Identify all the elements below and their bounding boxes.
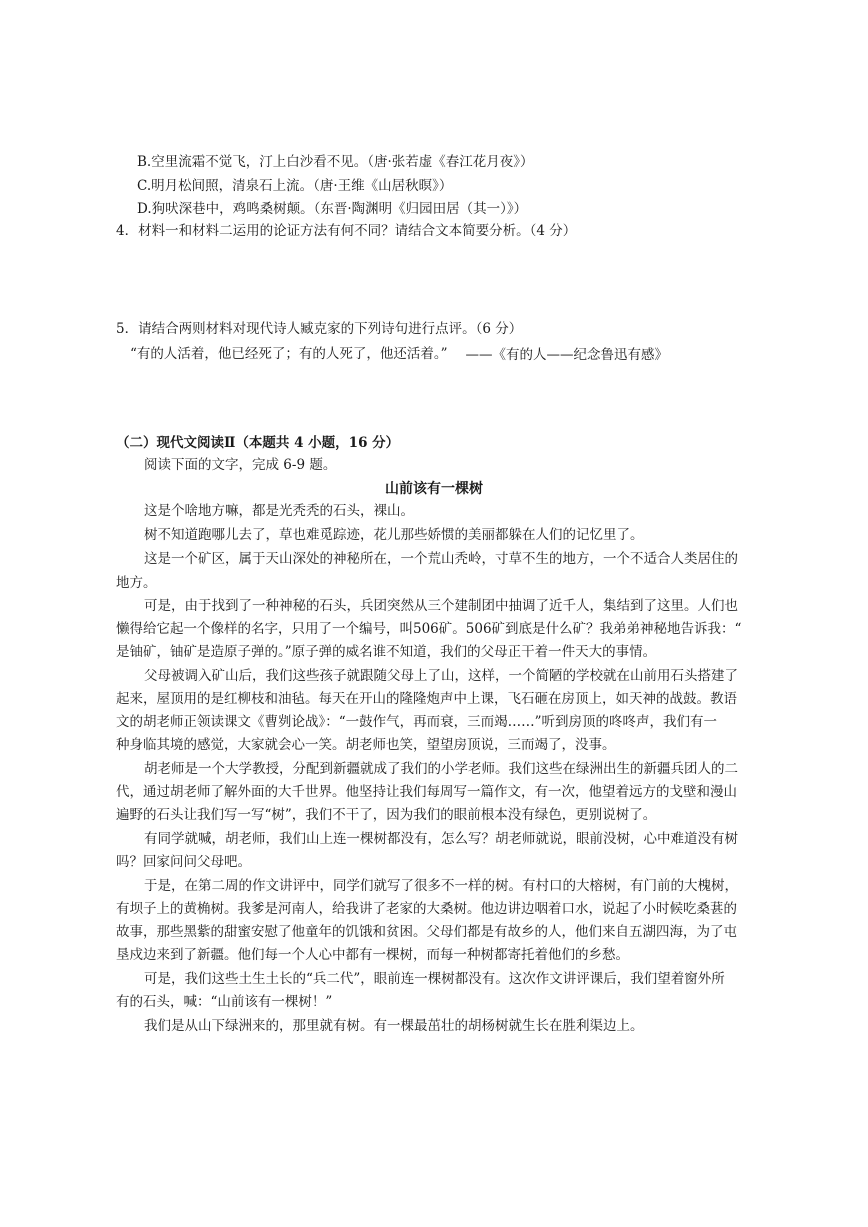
text-line: 懒得给它起一个像样的名字，只用了一个编号，叫506矿。506矿到底是什么矿？我弟弟神秘地告诉我：“ xyxy=(116,621,742,637)
text-line: 故事，那些黑紫的甜蜜安慰了他童年的饥饿和贫困。父母们都是有故乡的人，他们来自五湖四海，为了屯 xyxy=(116,924,737,940)
text-line: 可是，我们这些土生土长的“兵二代”，眼前连一棵树都没有。这次作文讲评课后，我们望着窗外所 xyxy=(144,971,725,987)
text-line: 垦戍边来到了新疆。他们每一个人心中都有一棵树，而每一种树都寄托着他们的乡愁。 xyxy=(116,947,629,963)
option-b: B.空里流霜不觉飞，汀上白沙看不见。（唐·张若虚《春江花月夜》） xyxy=(137,154,534,170)
text-line: 胡老师是一个大学教授，分配到新疆就成了我们的小学老师。我们这些在绿洲出生的新疆兵团人的二 xyxy=(144,761,738,777)
section-heading: （二）现代文阅读Ⅱ（本题共 4 小题，16 分） xyxy=(116,435,400,451)
article-title: 山前该有一棵树 xyxy=(385,481,483,497)
text-line: 是铀矿，铀矿是造原子弹的。”原子弹的威名谁不知道，我们的父母正干着一件天大的事情。 xyxy=(116,644,657,660)
question-4: 4．材料一和材料二运用的论证方法有何不同？请结合文本简要分析。（4 分） xyxy=(116,223,577,239)
text-line: 于是，在第二周的作文讲评中，同学们就写了很多不一样的树。有村口的大榕树，有门前的大槐树， xyxy=(144,878,738,894)
text-line: 起来，屋顶用的是红柳枝和油毡。每天在开山的隆隆炮声中上课，飞石砸在房顶上，如天神的战鼓。教语 xyxy=(116,691,737,707)
text-line: 文的胡老师正领读课文《曹刿论战》：“一鼓作气，再而衰，三而竭……”听到房顶的咚咚声，我们有一 xyxy=(116,714,718,730)
text-line: 代，通过胡老师了解外面的大千世界。他坚持让我们每周写一篇作文，有一次，他望着远方的戈壁和漫山 xyxy=(116,784,737,800)
poem-source: ——《有的人——纪念鲁迅有感》 xyxy=(465,347,668,363)
text-line: 有的石头，喊：“山前该有一棵树！” xyxy=(116,994,333,1010)
text-line: 遍野的石头让我们写一写“树”，我们不干了，因为我们的眼前根本没有绿色，更别说树了。 xyxy=(116,807,657,823)
text-line: 父母被调入矿山后，我们这些孩子就跟随父母上了山，这样，一个简陋的学校就在山前用石头搭建了 xyxy=(144,668,738,684)
text-line: 种身临其境的感觉，大家就会心一笑。胡老师也笑，望望房顶说，三而竭了，没事。 xyxy=(116,737,616,753)
text-line: 我们是从山下绿洲来的，那里就有树。有一棵最茁壮的胡杨树就生长在胜利渠边上。 xyxy=(144,1018,644,1034)
option-d: D.狗吠深巷中，鸡鸣桑树颠。（东晋·陶渊明《归园田居（其一）》） xyxy=(137,201,528,217)
text-line: 有同学就喊，胡老师，我们山上连一棵树都没有，怎么写？胡老师就说，眼前没树，心中难道没有树 xyxy=(144,831,738,847)
question-5: 5．请结合两则材料对现代诗人臧克家的下列诗句进行点评。（6 分） xyxy=(116,321,523,337)
text-line: 可是，由于找到了一种神秘的石头，兵团突然从三个建制团中抽调了近千人，集结到了这里。人们也 xyxy=(144,598,738,614)
text-line: 这是个啥地方嘛，都是光秃秃的石头，裸山。 xyxy=(144,503,414,519)
text-line: 地方。 xyxy=(116,575,157,591)
text-line: 有坝子上的黄桷树。我爹是河南人，给我讲了老家的大桑树。他边讲边咽着口水，说起了小时候吃桑葚的 xyxy=(116,901,737,917)
text-line: 吗？回家问问父母吧。 xyxy=(116,854,251,870)
poem-quote: “有的人活着，他已经死了；有的人死了，他还活着。” xyxy=(130,346,448,362)
text-line: 树不知道跑哪儿去了，草也难觅踪迹，花儿那些娇惯的美丽都躲在人们的记忆里了。 xyxy=(144,527,644,543)
option-c: C.明月松间照，清泉石上流。（唐·王维《山居秋暝》） xyxy=(137,178,453,194)
instruction: 阅读下面的文字，完成 6-9 题。 xyxy=(144,457,337,473)
text-line: 这是一个矿区，属于天山深处的神秘所在，一个荒山秃岭，寸草不生的地方，一个不适合人类居住的 xyxy=(144,551,738,567)
